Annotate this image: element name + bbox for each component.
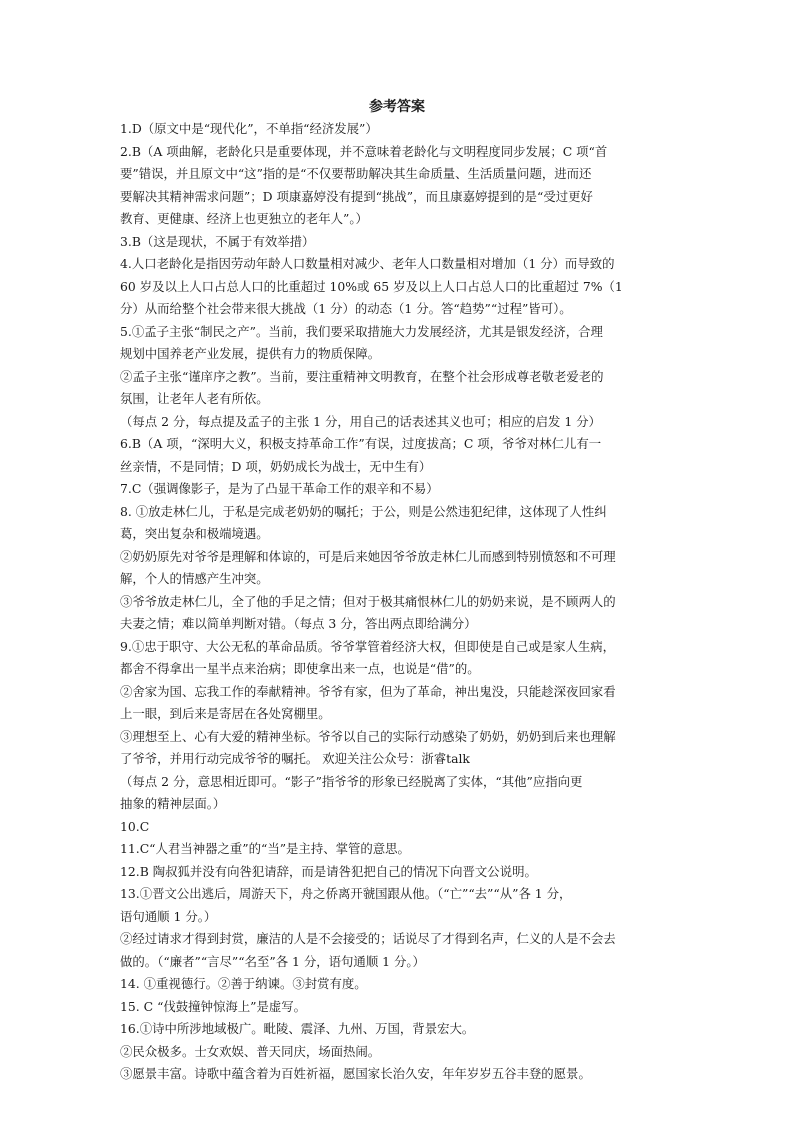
text-line: 7.C（强调像影子，是为了凸显干革命工作的艰辛和不易） (120, 481, 439, 496)
text-line: 规划中国养老产业发展，提供有力的物质保障。 (120, 346, 381, 361)
text-line: （每点 2 分，每点提及孟子的主张 1 分，用自己的话表述其义也可；相应的启发 1 分） (120, 413, 601, 429)
text-line: 5.①孟子主张“制民之产”。当前，我们要采取措施大力发展经济，尤其是银发经济，合理 (120, 323, 603, 339)
text-line: 8. ①放走林仁儿，于私是完成老奶奶的嘱托；于公，则是公然违犯纪律，这体现了人性纠 (120, 503, 607, 519)
text-line: 葛，突出复杂和极端境遇。 (120, 526, 269, 541)
text-line: 夫妻之情；难以简单判断对错。（每点 3 分，答出两点即给满分） (120, 616, 477, 631)
text-line: 要解决其精神需求问题”；D 项康嘉婷没有提到“挑战”，而且康嘉婷提到的是“受过更好 (120, 188, 593, 204)
text-line: 要”错误，并且原文中“这”指的是“不仅要帮助解决其生命质量、生活质量问题，进而还 (120, 166, 592, 181)
text-line: 都舍不得拿出一星半点来治病；即使拿出来一点，也说是“借”的。 (120, 661, 480, 676)
page-title: 参考答案 (369, 99, 425, 115)
text-line: 丝亲情，不是同情；D 项，奶奶成长为战士，无中生有） (120, 458, 432, 474)
answer-content (120, 118, 680, 1086)
text-line: 分）从而给整个社会带来很大挑战（1 分）的动态（1 分。答“趋势”“过程”皆可）。 (120, 301, 572, 316)
text-line: ②民众极多。士女欢娱、普天同庆，场面热闹。 (120, 1043, 381, 1059)
text-line: ②奶奶原先对爷爷是理解和体谅的，可是后来她因爷爷放走林仁儿而感到特别愤怒和不可理 (120, 548, 616, 564)
text-line: 1.D（原文中是“现代化”，不单指“经济发展”） (120, 121, 378, 136)
text-line: 做的。（“廉者”“言尽”“名至”各 1 分，语句通顺 1 分。） (120, 953, 425, 969)
text-line: 14. ①重视德行。②善于纳谏。③封赏有度。 (120, 976, 367, 991)
text-line: 了爷爷，并用行动完成爷爷的嘱托。 欢迎关注公众号：浙睿talk (120, 751, 470, 766)
text-line: ③愿景丰富。诗歌中蕴含着为百姓祈福，愿国家长治久安，年年岁岁五谷丰登的愿景。 (120, 1066, 591, 1081)
text-line: 语句通顺 1 分。） (120, 908, 217, 924)
text-line: ②舍家为国、忘我工作的奉献精神。爷爷有家，但为了革命，神出鬼没，只能趁深夜回家看 (120, 683, 616, 699)
text-line: 15. C “伐鼓撞钟惊海上”是虚写。 (120, 998, 307, 1014)
text-line: 9.①忠于职守、大公无私的革命品质。爷爷掌管着经济大权，但即使是自己或是家人生病， (120, 638, 616, 654)
text-line: 教育、更健康、经济上也更独立的老年人”。） (120, 211, 368, 226)
text-line: 3.B（这是现状，不属于有效举措） (120, 233, 315, 249)
text-line: ②经过请求才得到封赏，廉洁的人是不会接受的；话说尽了才得到名声，仁义的人是不会去 (120, 931, 616, 946)
text-line: 13.①晋文公出逃后，周游天下，舟之侨离开虢国跟从他。（“亡”“去”“从”各 1 分， (120, 886, 572, 901)
text-line: ③理想至上、心有大爱的精神坐标。爷爷以自己的实际行动感染了奶奶，奶奶到后来也理解 (120, 728, 616, 744)
text-line: 4.人口老龄化是指因劳动年龄人口数量相对减少、老年人口数量相对增加（1 分）而导致的 (120, 256, 615, 271)
text-line: 解，个人的情感产生冲突。 (120, 571, 269, 586)
text-line: （每点 2 分，意思相近即可。“影子”指爷爷的形象已经脱离了实体，“其他”应指向更 (120, 773, 583, 789)
text-line: ②孟子主张“谨庠序之教”。当前，要注重精神文明教育，在整个社会形成尊老敬老爱老的 (120, 368, 604, 384)
text-line: 6.B（A 项，“深明大义，积极支持革命工作”有误，过度拔高；C 项，爷爷对林仁儿有一 (120, 436, 602, 451)
text-line: 抽象的精神层面。） (120, 796, 226, 811)
text-line: 12.B 陶叔狐并没有向咎犯请辞，而是请咎犯把自己的情况下向晋文公说明。 (120, 863, 537, 879)
text-line: 10.C (120, 818, 150, 834)
text-line: ③爷爷放走林仁儿，全了他的手足之情；但对于极其痛恨林仁儿的奶奶来说，是不顾两人的 (120, 593, 616, 609)
text-line: 氛围，让老年人老有所依。 (120, 391, 269, 406)
text-line: 11.C“人君当神器之重”的“当”是主持、掌管的意思。 (120, 841, 410, 856)
text-line: 上一眼，到后来是寄居在各处窝棚里。 (120, 706, 331, 721)
text-line: 16.①诗中所涉地域极广。毗陵、震泽、九州、万国，背景宏大。 (120, 1021, 475, 1036)
text-line: 60 岁及以上人口占总人口的比重超过 10%或 65 岁及以上人口占总人口的比重超过 7%（1 (120, 278, 623, 294)
text-line: 2.B（A 项曲解，老龄化只是重要体现，并不意味着老龄化与文明程度同步发展；C 项“首 (120, 143, 608, 159)
